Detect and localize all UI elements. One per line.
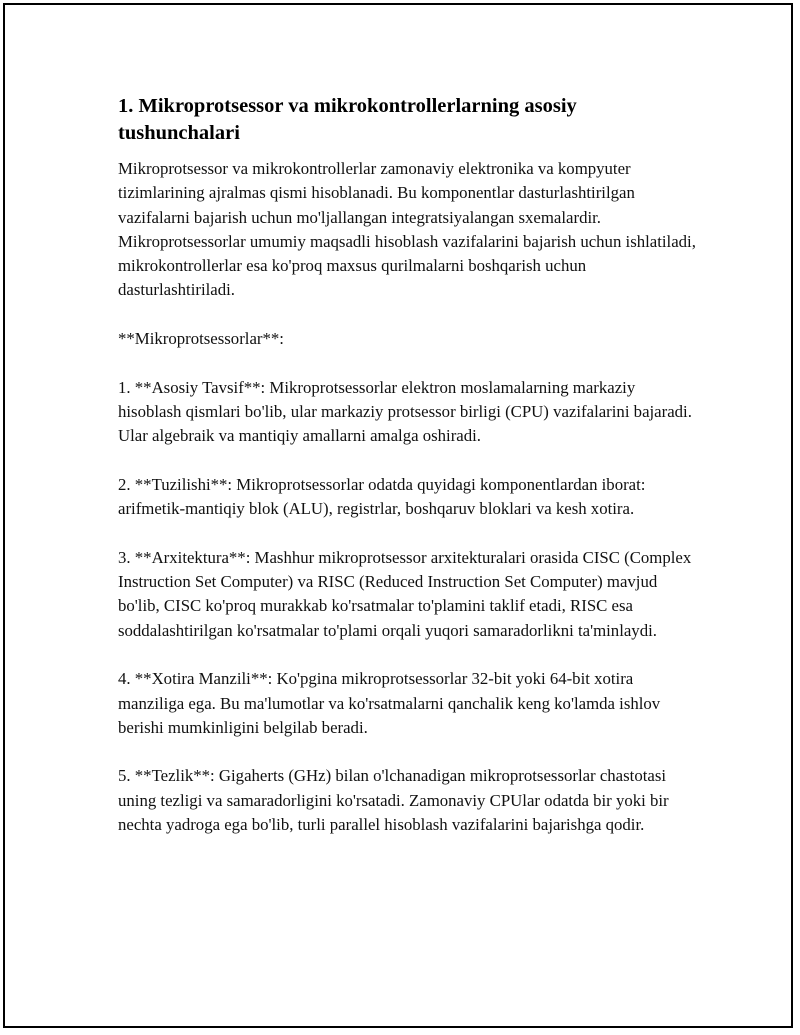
list-item-3: 3. **Arxitektura**: Mashhur mikroprotsessor arxitekturalari orasida CISC (Complex Instruction Set Computer) va RISC (Reduced Instruction Set Computer) mavjud bo'lib, CISC ko'proq murakkab ko'rsatmalar to'plamini taklif etadi, RISC esa soddalashtirilgan ko'rsatmalar to'plami orqali yuqori samaradorlikni ta'minlaydi. xyxy=(118,547,692,640)
document-body xyxy=(118,93,698,837)
list-item-5: 5. **Tezlik**: Gigaherts (GHz) bilan o'lchanadigan mikroprotsessorlar chastotasi uning tezligi va samaradorligini ko'rsatadi. Zamonaviy CPUlar odatda bir yoki bir nechta yadroga ega bo'lib, turli parallel hisoblash vazifalarini bajarishga qodir. xyxy=(118,766,669,835)
subheading-paragraph: **Mikroprotsessorlar**: xyxy=(118,329,284,349)
section-title: 1. Mikroprotsessor va mikrokontrollerlarning asosiy tushunchalari xyxy=(118,95,577,144)
list-item-4: 4. **Xotira Manzili**: Ko'pgina mikroprotsessorlar 32-bit yoki 64-bit xotira manziliga ega. Bu ma'lumotlar va ko'rsatmalarni qanchalik keng ko'lamda ishlov berishi mumkinligini belgilab beradi. xyxy=(118,669,661,737)
intro-paragraph: Mikroprotsessor va mikrokontrollerlar zamonaviy elektronika va kompyuter tizimlarining ajralmas qismi hisoblanadi. Bu komponentlar dasturlashtirilgan vazifalarni bajarish uchun mo'ljallangan integratsiyalangan sxemalardir. Mikroprotsessorlar umumiy maqsadli hisoblash vazifalarini bajarish uchun ishlatiladi, mikrokontrollerlar esa ko'proq maxsus qurilmalarni boshqarish uchun dasturlashtiriladi. xyxy=(118,159,696,300)
list-item-1: 1. **Asosiy Tavsif**: Mikroprotsessorlar elektron moslamalarning markaziy hisoblash qismlari bo'lib, ular markaziy protsessor birligi (CPU) vazifalarini bajaradi. Ular algebraik va mantiqiy amallarni amalga oshiradi. xyxy=(118,377,692,446)
list-item-2: 2. **Tuzilishi**: Mikroprotsessorlar odatda quyidagi komponentlardan iborat: arifmetik-mantiqiy blok (ALU), registrlar, boshqaruv bloklari va kesh xotira. xyxy=(118,474,646,519)
